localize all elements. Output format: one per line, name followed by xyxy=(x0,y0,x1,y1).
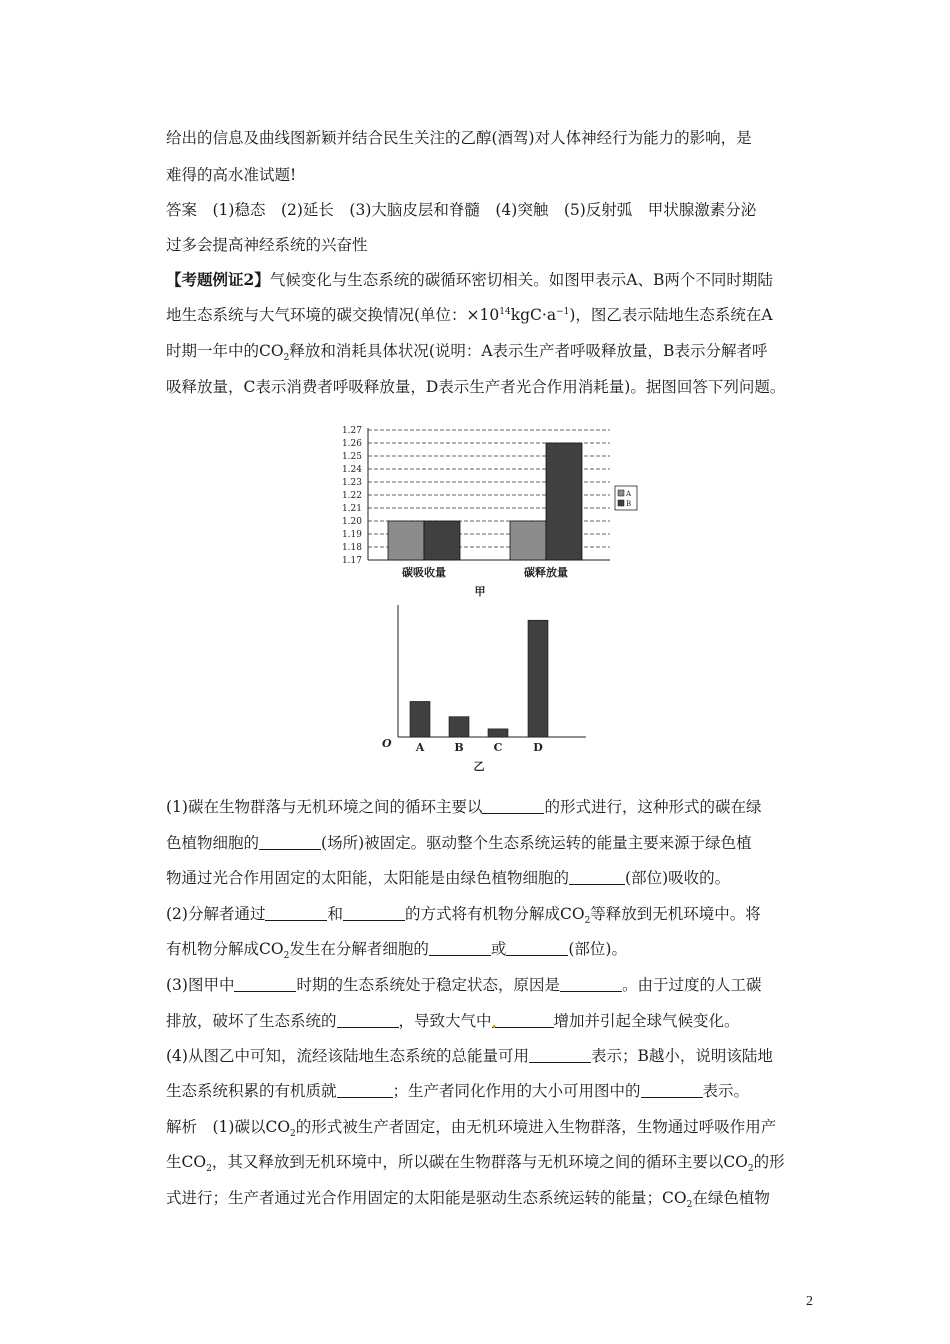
text: 的形式进行，这种形式的碳在绿 xyxy=(544,798,762,816)
y-tick-label: 1.19 xyxy=(341,530,362,540)
text: 的形式被生产者固定，由无机环境进入生物群落，生物通过呼吸作用产 xyxy=(295,1118,777,1136)
legend-swatch xyxy=(618,490,624,496)
answer-blank[interactable] xyxy=(259,835,321,850)
text: 有机物分解成CO xyxy=(166,940,284,958)
bar-A xyxy=(410,701,430,737)
text-line: 给出的信息及曲线图新颖并结合民生关注的乙醇(酒驾)对人体神经行为能力的影响，是 xyxy=(166,129,752,147)
text-line: 过多会提高神经系统的兴奋性 xyxy=(166,236,368,254)
question-1-line xyxy=(166,833,826,853)
text: )，图乙表示陆地生态系统在A xyxy=(569,306,773,324)
example-heading-line xyxy=(166,270,826,290)
y-tick-label: 1.21 xyxy=(341,504,362,514)
text: 生CO xyxy=(166,1153,207,1171)
text: 色植物细胞的 xyxy=(166,834,260,852)
answer-blank[interactable] xyxy=(506,941,568,956)
y-tick-label: 1.22 xyxy=(341,491,362,501)
answer-blank[interactable] xyxy=(529,1048,591,1063)
question-3-line xyxy=(166,1011,826,1031)
x-category-label: 碳吸收量 xyxy=(402,566,446,579)
text: 在绿色植物 xyxy=(692,1189,770,1207)
answer-blank[interactable] xyxy=(234,977,296,992)
text: 气候变化与生态系统的碳循环密切相关。如图甲表示A、B两个不同时期陆 xyxy=(269,271,773,289)
answer-blank[interactable] xyxy=(482,799,544,814)
text: 地生态系统与大气环境的碳交换情况(单位：×10 xyxy=(166,306,500,324)
subscript: 2 xyxy=(283,951,290,962)
text: (部位)。 xyxy=(568,940,627,958)
text: (场所)被固定。驱动整个生态系统运转的能量主要来源于绿色植 xyxy=(321,834,752,852)
answer-blank[interactable] xyxy=(337,1013,399,1028)
text: 或 xyxy=(490,940,507,958)
text-line: 难得的高水准试题! xyxy=(166,166,297,184)
x-category-label: B xyxy=(454,741,464,754)
chart-caption: 乙 xyxy=(473,760,485,773)
text: (1)碳在生物群落与无机环境之间的循环主要以 xyxy=(166,798,483,816)
answer-blank[interactable] xyxy=(491,1013,554,1032)
text: 。由于过度的人工碳 xyxy=(621,976,762,994)
text: 释放和消耗具体状况(说明：A表示生产者呼吸释放量，B表示分解者呼 xyxy=(289,342,768,360)
bar-B xyxy=(449,717,469,737)
bar-C xyxy=(488,729,508,737)
question-4-line xyxy=(166,1046,826,1066)
text: 等释放到无机环境中。将 xyxy=(590,905,761,923)
text: 表示。 xyxy=(702,1082,750,1100)
question-4-line xyxy=(166,1081,826,1101)
legend-label: A xyxy=(626,490,632,498)
text: 增加并引起全球气候变化。 xyxy=(553,1012,740,1030)
x-category-label: D xyxy=(533,741,543,754)
y-tick-label: 1.24 xyxy=(341,465,362,475)
superscript: −1 xyxy=(556,306,570,317)
text: ，导致大气中 xyxy=(398,1012,492,1030)
question-1-line xyxy=(166,868,826,888)
text: ；生产者同化作用的大小可用图中的 xyxy=(392,1082,641,1100)
stray-mark: . xyxy=(491,1013,497,1032)
superscript: 14 xyxy=(499,306,511,317)
subscript: 2 xyxy=(747,1164,754,1175)
text: 的形 xyxy=(753,1153,785,1171)
question-2-line xyxy=(166,939,826,962)
bar-B xyxy=(424,521,460,560)
answer-line: 答案 (1)稳态 (2)延长 (3)大脑皮层和脊髓 (4)突触 (5)反射弧 甲状腺激素分泌 xyxy=(166,201,757,219)
text: ，其又释放到无机环境中，所以碳在生物群落与无机环境之间的循环主要以CO xyxy=(211,1153,748,1171)
text-line xyxy=(166,341,826,364)
chart-jia xyxy=(320,420,650,604)
text: 发生在分解者细胞的 xyxy=(289,940,429,958)
answer-blank[interactable] xyxy=(337,1083,393,1098)
subscript: 2 xyxy=(290,1129,296,1140)
subscript: 2 xyxy=(584,916,591,927)
answer-blank[interactable] xyxy=(265,906,327,921)
chart-yi xyxy=(376,600,596,779)
question-1-line xyxy=(166,797,826,817)
subscript: 2 xyxy=(206,1164,212,1175)
text: 生态系统积累的有机质就 xyxy=(166,1082,337,1100)
page-number: 2 xyxy=(806,1294,813,1309)
text: 排放，破坏了生态系统的 xyxy=(166,1012,337,1030)
answer-blank[interactable] xyxy=(343,906,405,921)
chart-caption: 甲 xyxy=(474,585,486,598)
y-tick-label: 1.18 xyxy=(341,543,362,553)
text-line: 吸释放量，C表示消费者呼吸释放量，D表示生产者光合作用消耗量)。据图回答下列问题。 xyxy=(166,378,786,396)
bar-D xyxy=(528,620,548,737)
subscript: 2 xyxy=(686,1200,693,1211)
y-tick-label: 1.27 xyxy=(341,426,362,436)
text-line xyxy=(166,305,826,325)
analysis-line xyxy=(166,1188,826,1211)
text: 时期的生态系统处于稳定状态，原因是 xyxy=(296,976,560,994)
x-category-label: C xyxy=(493,741,503,754)
text: kgC·a xyxy=(510,306,557,324)
answer-blank[interactable] xyxy=(569,870,625,885)
bar-B xyxy=(546,443,582,560)
text: (部位)吸收的。 xyxy=(625,869,731,887)
answer-blank[interactable] xyxy=(429,941,491,956)
chart-jia-svg xyxy=(320,420,650,600)
question-3-line xyxy=(166,975,826,995)
chart-yi-svg xyxy=(376,600,596,775)
text: 式进行；生产者通过光合作用固定的太阳能是驱动生态系统运转的能量；CO xyxy=(166,1189,687,1207)
analysis-line xyxy=(166,1152,826,1175)
y-tick-label: 1.20 xyxy=(341,517,362,527)
question-2-line xyxy=(166,904,826,927)
y-tick-label: 1.17 xyxy=(341,556,362,566)
subscript: 2 xyxy=(283,353,290,364)
text: 和 xyxy=(327,905,343,923)
text: 的方式将有机物分解成CO xyxy=(404,905,585,923)
text: (4)从图乙中可知，流经该陆地生态系统的总能量可用 xyxy=(166,1047,529,1065)
answer-blank[interactable] xyxy=(560,977,622,992)
legend-label: B xyxy=(626,500,632,508)
text: (3)图甲中 xyxy=(166,976,235,994)
text: (2)分解者通过 xyxy=(166,905,266,923)
x-category-label: A xyxy=(415,741,425,754)
text: 物通过光合作用固定的太阳能，太阳能是由绿色植物细胞的 xyxy=(166,869,570,887)
text: 解析 (1)碳以CO xyxy=(166,1118,291,1136)
text: 表示；B越小，说明该陆地 xyxy=(590,1047,773,1065)
y-tick-label: 1.25 xyxy=(341,452,362,462)
answer-blank[interactable] xyxy=(641,1083,703,1098)
analysis-line xyxy=(166,1117,826,1140)
text: 时期一年中的CO xyxy=(166,342,284,360)
origin-label: O xyxy=(382,737,392,750)
y-tick-label: 1.26 xyxy=(341,439,362,449)
example-tag: 【考题例证2】 xyxy=(166,270,270,289)
x-category-label: 碳释放量 xyxy=(524,566,568,579)
bar-A xyxy=(510,521,546,560)
y-tick-label: 1.23 xyxy=(341,478,362,488)
bar-A xyxy=(388,521,424,560)
legend-swatch xyxy=(618,500,624,506)
